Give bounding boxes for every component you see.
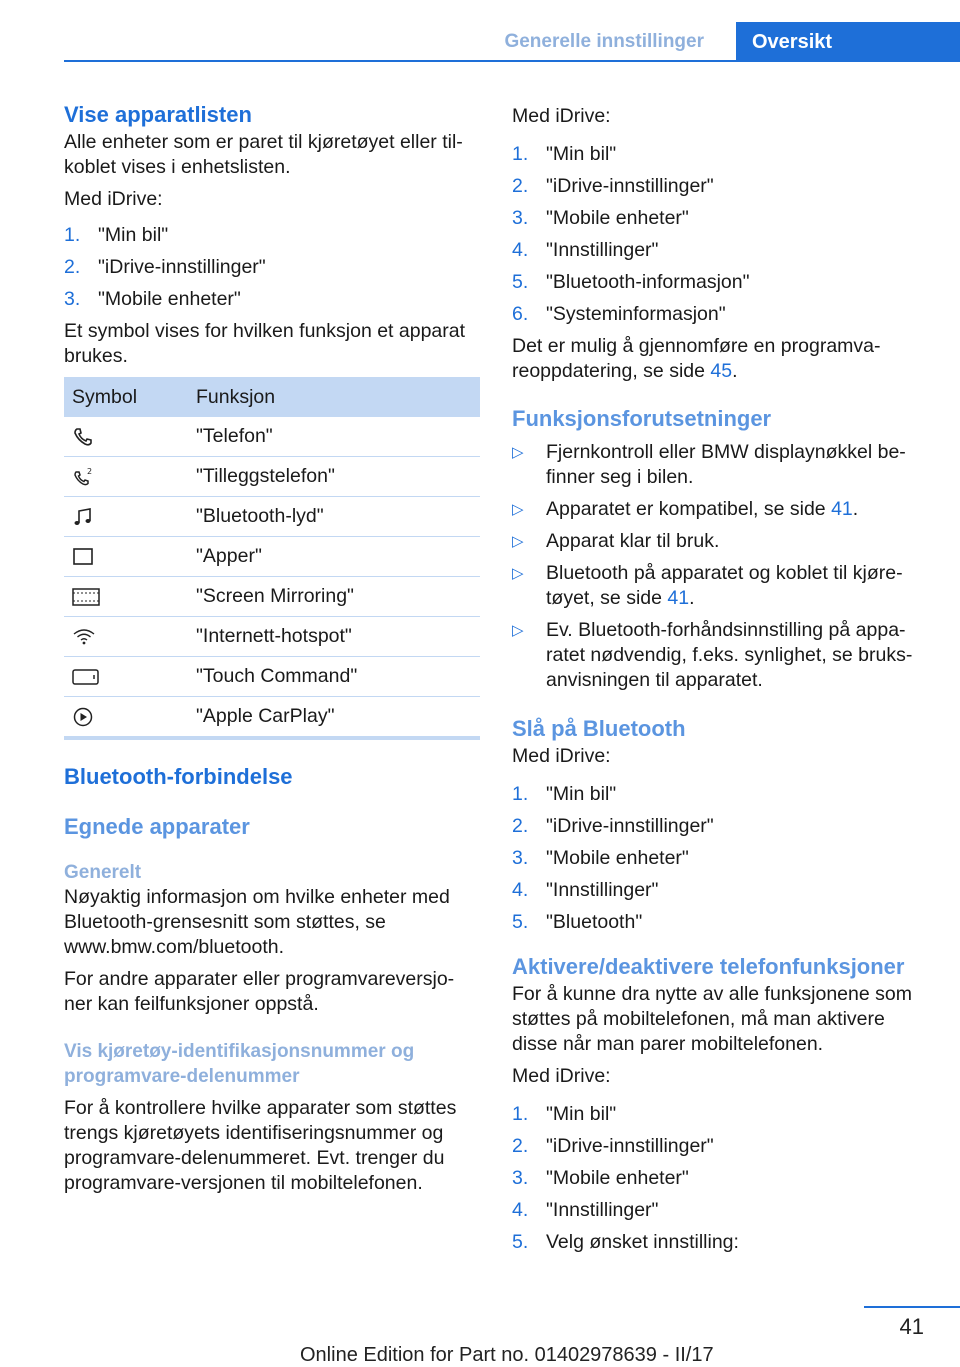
page-link[interactable]: 41: [667, 587, 690, 609]
paragraph-text: Det er mulig å gjennomføre en programva-reoppdatering, se side: [512, 335, 881, 382]
apps-square-icon: [72, 546, 94, 568]
step-text: "iDrive-innstillinger": [98, 256, 266, 278]
table-header-row: [64, 377, 480, 417]
list-item: [512, 497, 924, 522]
page-number: 41: [899, 1314, 924, 1339]
step-text: "Mobile enheter": [546, 847, 689, 869]
step-number: 5.: [512, 271, 529, 293]
table-cell: "Bluetooth-lyd": [190, 497, 480, 537]
step-text: "Min bil": [546, 783, 617, 805]
footer-rule: [864, 1306, 960, 1308]
step-number: 3.: [512, 847, 529, 869]
list-item: [512, 878, 924, 903]
med-idrive-label: Med iDrive:: [512, 105, 611, 127]
med-idrive-label: Med iDrive:: [512, 1065, 611, 1087]
list-item: [512, 440, 924, 490]
list-item: [512, 270, 924, 295]
heading-generelt: Generelt: [64, 862, 142, 883]
step-text: "Mobile enheter": [546, 207, 689, 229]
step-text: "Innstillinger": [546, 879, 659, 901]
step-number: 4.: [512, 879, 529, 901]
step-number: 1.: [512, 1103, 529, 1125]
med-idrive-label: Med iDrive:: [64, 188, 163, 210]
table-cell: "Screen Mirroring": [190, 577, 480, 617]
step-text: "Systeminformasjon": [546, 303, 726, 325]
table-cell: "Apper": [190, 537, 480, 577]
table-row: [64, 417, 480, 457]
step-number: 3.: [512, 1167, 529, 1189]
heading-vise-apparatlisten: Vise apparatlisten: [64, 102, 252, 127]
bullet-text: .: [689, 587, 695, 609]
table-cell: "Apple CarPlay": [190, 697, 480, 739]
list-item: [512, 142, 924, 167]
page-link[interactable]: 41: [831, 498, 853, 520]
step-number: 1.: [64, 224, 81, 246]
list-item: [512, 814, 924, 839]
step-list: [512, 1102, 924, 1255]
heading-sla-pa-bluetooth: Slå på Bluetooth: [512, 716, 686, 741]
step-number: 3.: [512, 207, 529, 229]
touch-command-icon: [72, 666, 100, 688]
heading-egnede-apparater: Egnede apparater: [64, 814, 250, 839]
list-item: [512, 174, 924, 199]
table-cell: "Tilleggstelefon": [190, 457, 480, 497]
step-number: 3.: [64, 288, 81, 310]
heading-bluetooth-forbindelse: Bluetooth-forbindelse: [64, 764, 293, 789]
list-item: [512, 1230, 924, 1255]
table-cell: "Touch Command": [190, 657, 480, 697]
step-number: 2.: [512, 175, 529, 197]
svg-text:2: 2: [87, 466, 93, 476]
heading-vis-kjoretoy-id: Vis kjøretøy-identifikasjonsnummer og programvare-delenummer: [64, 1041, 415, 1087]
page-link[interactable]: 45: [710, 360, 733, 382]
bullet-text: Fjernkontroll eller BMW displaynøkkel be-finner seg i bilen.: [546, 441, 906, 488]
step-number: 2.: [512, 1135, 529, 1157]
carplay-icon: [72, 706, 94, 728]
music-note-icon: [72, 506, 94, 528]
table-row: [64, 497, 480, 537]
list-item: [512, 302, 924, 327]
table-header-symbol: Symbol: [64, 377, 190, 417]
step-number: 5.: [512, 1231, 529, 1253]
list-item: [512, 1102, 924, 1127]
list-item: [64, 255, 480, 280]
table-row: [64, 617, 480, 657]
header-section-title: Generelle innstillinger: [504, 31, 704, 52]
step-text: "Bluetooth-informasjon": [546, 271, 750, 293]
paragraph: For å kunne dra nytte av alle funksjonene som støttes på mobiltelefonen, må man aktivere disse når man parer mobiltelefonen.: [512, 983, 912, 1055]
step-text: "iDrive-innstillinger": [546, 815, 714, 837]
table-cell: "Internett-hotspot": [190, 617, 480, 657]
step-number: 4.: [512, 239, 529, 261]
screen-mirroring-icon: [72, 586, 100, 608]
list-item: [512, 1198, 924, 1223]
step-number: 2.: [512, 815, 529, 837]
list-item: [512, 529, 924, 554]
triangle-bullet-icon: ▷: [512, 533, 524, 550]
step-text: "iDrive-innstillinger": [546, 175, 714, 197]
triangle-bullet-icon: ▷: [512, 565, 524, 582]
edition-line: Online Edition for Part no. 01402978639 - II/17: [300, 1344, 714, 1366]
bullet-list: [512, 440, 924, 693]
step-text: Velg ønsket innstilling:: [546, 1231, 739, 1253]
paragraph: Et symbol vises for hvilken funksjon et apparat brukes.: [64, 320, 466, 367]
step-number: 6.: [512, 303, 529, 325]
table-cell: "Telefon": [190, 417, 480, 457]
step-text: "Min bil": [98, 224, 169, 246]
table-row: [64, 577, 480, 617]
list-item: [64, 287, 480, 312]
list-item: [64, 223, 480, 248]
page-header: [64, 22, 960, 62]
header-rule: [64, 60, 960, 62]
triangle-bullet-icon: ▷: [512, 622, 524, 639]
step-text: "Innstillinger": [546, 239, 659, 261]
step-text: "Mobile enheter": [546, 1167, 689, 1189]
step-text: "Min bil": [546, 1103, 617, 1125]
triangle-bullet-icon: ▷: [512, 444, 524, 461]
step-text: "Min bil": [546, 143, 617, 165]
right-column: [512, 104, 924, 1262]
left-column: [64, 100, 480, 1203]
step-number: 1.: [512, 143, 529, 165]
step-number: 2.: [64, 256, 81, 278]
symbol-table: [64, 377, 480, 740]
list-item: [512, 561, 924, 611]
step-text: "Bluetooth": [546, 911, 643, 933]
step-number: 5.: [512, 911, 529, 933]
med-idrive-label: Med iDrive:: [512, 745, 611, 767]
list-item: [512, 206, 924, 231]
step-number: 1.: [512, 783, 529, 805]
wifi-hotspot-icon: [72, 626, 96, 648]
step-text: "iDrive-innstillinger": [546, 1135, 714, 1157]
additional-phone-icon: [72, 466, 94, 488]
heading-aktivere-telefonfunksjoner: Aktivere/deaktivere telefonfunksjoner: [512, 954, 905, 979]
bullet-text: Bluetooth på apparatet og koblet til kjøre-tøyet, se side: [546, 562, 903, 609]
list-item: [512, 1134, 924, 1159]
bullet-text: Apparat klar til bruk.: [546, 530, 720, 552]
paragraph-text: .: [732, 360, 738, 382]
triangle-bullet-icon: ▷: [512, 501, 524, 518]
step-number: 4.: [512, 1199, 529, 1221]
table-row: [64, 537, 480, 577]
step-list: [512, 782, 924, 935]
paragraph: [512, 334, 924, 384]
list-item: [512, 1166, 924, 1191]
bullet-text: .: [852, 498, 859, 520]
list-item: [512, 910, 924, 935]
bullet-text: Apparatet er kompatibel, se side: [546, 498, 832, 520]
heading-funksjonsforutsetninger: Funksjonsforutsetninger: [512, 406, 772, 431]
step-text: "Mobile enheter": [98, 288, 241, 310]
table-row: [64, 657, 480, 697]
paragraph: For andre apparater eller programvareversjo-ner kan feilfunksjoner oppstå.: [64, 968, 455, 1015]
paragraph: Alle enheter som er paret til kjøretøyet eller til-koblet vises i enhetslisten.: [64, 131, 463, 178]
list-item: [512, 238, 924, 263]
step-list: [64, 223, 480, 312]
paragraph: For å kontrollere hvilke apparater som støttes trengs kjøretøyets identifiseringsnummer og programvare-delenummeret. Evt. trenger du programvare-versjonen til mobiltelefonen.: [64, 1097, 457, 1194]
list-item: [512, 846, 924, 871]
step-text: "Innstillinger": [546, 1199, 659, 1221]
table-header-funksjon: Funksjon: [190, 377, 480, 417]
paragraph: Nøyaktig informasjon om hvilke enheter med Bluetooth-grensesnitt som støttes, se www.bmw.com/bluetooth.: [64, 886, 450, 958]
step-list: [512, 142, 924, 327]
list-item: [512, 782, 924, 807]
phone-icon: [72, 426, 94, 448]
table-row: [64, 697, 480, 739]
list-item: [512, 618, 924, 693]
table-row: [64, 457, 480, 497]
bullet-text: Ev. Bluetooth-forhåndsinnstilling på appa-ratet nødvendig, f.eks. synlighet, se bruks-anvisningen til apparatet.: [546, 619, 913, 691]
header-tab: Oversikt: [736, 22, 960, 62]
